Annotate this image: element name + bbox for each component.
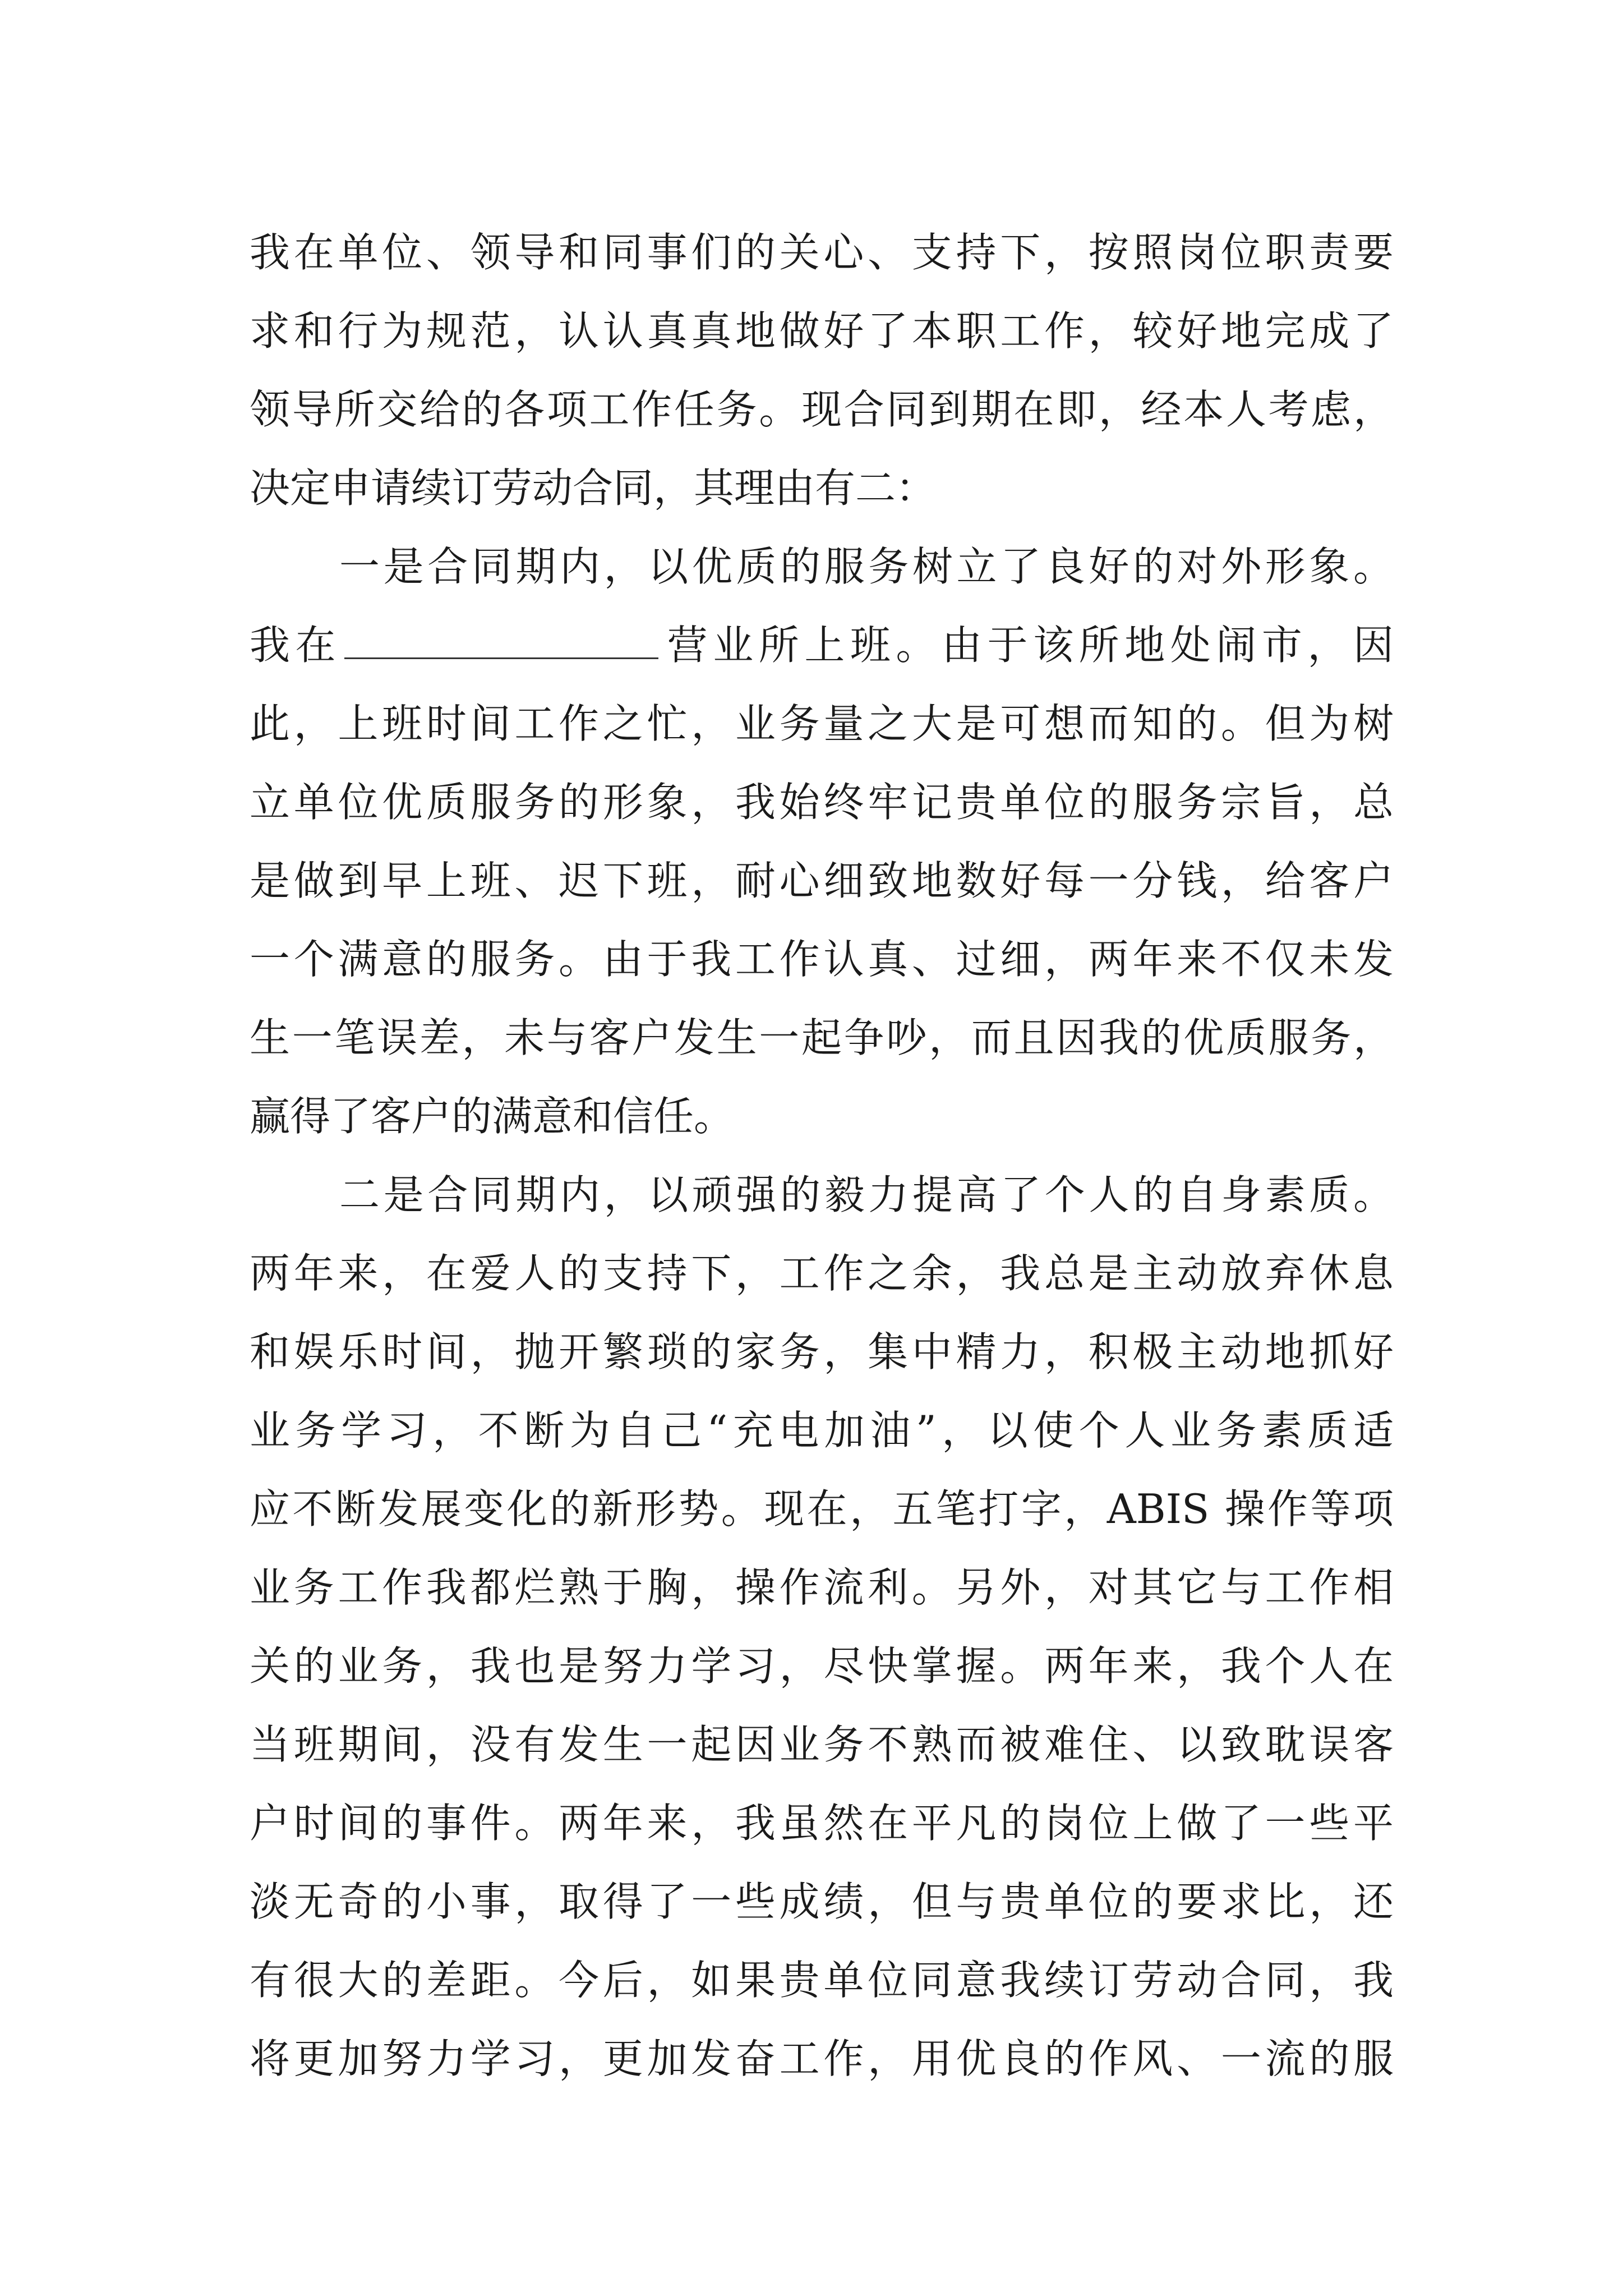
paragraph-3-line-9: 户时间的事件。两年来，我虽然在平凡的岗位上做了一些平: [250, 1800, 1394, 1847]
paragraph-2-line-3: 此，上班时间工作之忙，业务量之大是可想而知的。但为树: [250, 700, 1394, 747]
paragraph-2-blank-line: [250, 606, 1394, 684]
paragraph-3-line-6: 业务工作我都烂熟于胸，操作流利。另外，对其它与工作相: [250, 1564, 1394, 1611]
paragraph-1-line-4: 决定申请续订劳动合同，其理由有二：: [250, 464, 937, 512]
paragraph-2-line-8: 赢得了客户的满意和信任。: [250, 1093, 735, 1140]
paragraph-3-line-10: 淡无奇的小事，取得了一些成绩，但与贵单位的要求比，还: [250, 1878, 1394, 1925]
paragraph-2-line-6: 一个满意的服务。由于我工作认真、过细，两年来不仅未发: [250, 936, 1394, 983]
paragraph-3-line-4: 业务学习，不断为自己“充电加油”，以使个人业务素质适: [250, 1407, 1394, 1454]
paragraph-3-line-2: 两年来，在爱人的支持下，工作之余，我总是主动放弃休息: [250, 1250, 1394, 1297]
paragraph-3-line-12: 将更加努力学习，更加发奋工作，用优良的作风、一流的服: [250, 2035, 1394, 2082]
paragraph-1-line-2: 求和行为规范，认认真真地做好了本职工作，较好地完成了: [250, 307, 1394, 355]
paragraph-3-line-5: 应不断发展变化的新形势。现在，五笔打字，ABIS 操作等项: [250, 1485, 1394, 1533]
paragraph-3-line-7: 关的业务，我也是努力学习，尽快掌握。两年来，我个人在: [250, 1642, 1394, 1690]
paragraph-3-first-line: 二是合同期内，以顽强的毅力提高了个人的自身素质。: [339, 1171, 1394, 1218]
paragraph-1-line-3: 领导所交给的各项工作任务。现合同到期在即，经本人考虑，: [250, 386, 1394, 433]
paragraph-3-line-3: 和娱乐时间，抛开繁琐的家务，集中精力，积极主动地抓好: [250, 1328, 1394, 1375]
paragraph-2-line-5: 是做到早上班、迟下班，耐心细致地数好每一分钱，给客户: [250, 857, 1394, 904]
paragraph-2-first-line: 一是合同期内，以优质的服务树立了良好的对外形象。: [339, 543, 1394, 590]
paragraph-3-line-11: 有很大的差距。今后，如果贵单位同意我续订劳动合同，我: [250, 1957, 1394, 2004]
paragraph-2-line-4: 立单位优质服务的形象，我始终牢记贵单位的服务宗旨，总: [250, 779, 1394, 826]
paragraph-1-line-1: 我在单位、领导和同事们的关心、支持下，按照岗位职责要: [250, 229, 1394, 276]
blank-line-before-text: 我在: [250, 622, 342, 669]
fill-in-blank: [344, 624, 658, 659]
blank-line-after-text: 营业所上班。由于该所地处闹市，因: [662, 622, 1394, 669]
paragraph-3-line-8: 当班期间，没有发生一起因业务不熟而被难住、以致耽误客: [250, 1721, 1394, 1768]
paragraph-2-line-7: 生一笔误差，未与客户发生一起争吵，而且因我的优质服务，: [250, 1014, 1394, 1061]
